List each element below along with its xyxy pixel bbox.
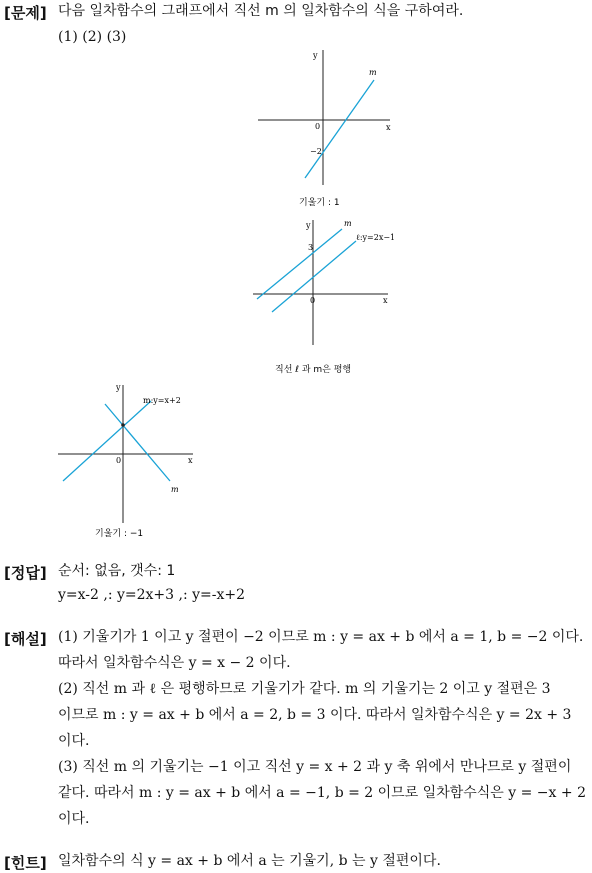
graph-2-x-label: x <box>383 296 388 305</box>
explanation-line: 이다. <box>58 811 90 827</box>
explanation-label: [해설] <box>4 630 47 648</box>
graph-3-origin: 0 <box>116 456 122 465</box>
answer-label: [정답] <box>4 564 47 582</box>
graph-3 <box>55 380 205 545</box>
graph-3-caption: 기울기 : −1 <box>95 529 144 539</box>
explanation-line: (2) 직선 m 과 ℓ 은 평행하므로 기울기가 같다. m 의 기울기는 2 이고 y 절편은 3 <box>58 681 551 697</box>
explanation-line: 같다. 따라서 m : y = ax + b 에서 a = −1, b = 2 이므로 일차함수식은 y = −x + 2 <box>58 785 586 801</box>
hint-text: 일차함수의 식 y = ax + b 에서 a 는 기울기, b 는 y 절편이다. <box>58 853 441 869</box>
graph-1-y-label: y <box>313 51 318 60</box>
graph-2-origin: 0 <box>310 296 316 305</box>
graph-3-line-other <box>63 401 151 481</box>
graph-3-m-label: m <box>171 485 179 494</box>
graph-3-intercept-point <box>121 423 125 427</box>
graph-2-l-label: ℓ:y=2x−1 <box>356 233 396 242</box>
graph-3-x-label: x <box>188 456 193 465</box>
explanation-line: (1) 기울기가 1 이고 y 절편이 −2 이므로 m : y = ax + b 에서 a = 1, b = −2 이다. <box>58 629 584 645</box>
graph-3-y-label: y <box>116 383 121 392</box>
graph-1 <box>255 50 395 210</box>
problem-parts: (1) (2) (3) <box>58 29 127 45</box>
graph-3-line-m <box>105 404 170 481</box>
graph-1-origin: 0 <box>315 122 321 131</box>
graph-2 <box>250 215 400 380</box>
answer-line-1: 순서: 없음, 갯수: 1 <box>58 563 176 579</box>
explanation-line: 따라서 일차함수식은 y = x − 2 이다. <box>58 655 291 671</box>
explanation-line: 이므로 m : y = ax + b 에서 a = 2, b = 3 이다. 따라서 일차함수식은 y = 2x + 3 <box>58 707 572 723</box>
explanation-line: (3) 직선 m 의 기울기는 −1 이고 직선 y = x + 2 과 y 축 위에서 만나므로 y 절편이 <box>58 759 572 775</box>
graph-2-caption: 직선 ℓ 과 m은 평행 <box>275 365 352 375</box>
graph-1-intercept: −2 <box>310 147 322 156</box>
graph-2-m-label: m <box>344 219 352 228</box>
graph-1-x-label: x <box>386 123 391 132</box>
graph-2-y-label: y <box>306 221 311 230</box>
graph-3-other-label: m:y=x+2 <box>143 396 181 405</box>
problem-label: [문제] <box>4 4 47 22</box>
answer-line-2: y=x-2 ,: y=2x+3 ,: y=-x+2 <box>58 587 246 603</box>
explanation-line: 이다. <box>58 733 90 749</box>
graph-2-tick: 3 <box>308 243 314 252</box>
problem-question: 다음 일차함수의 그래프에서 직선 m 의 일차함수의 식을 구하여라. <box>58 3 464 19</box>
graph-1-caption: 기울기 : 1 <box>299 198 340 208</box>
graph-1-m-label: m <box>369 68 377 77</box>
hint-label: [힌트] <box>4 854 47 872</box>
